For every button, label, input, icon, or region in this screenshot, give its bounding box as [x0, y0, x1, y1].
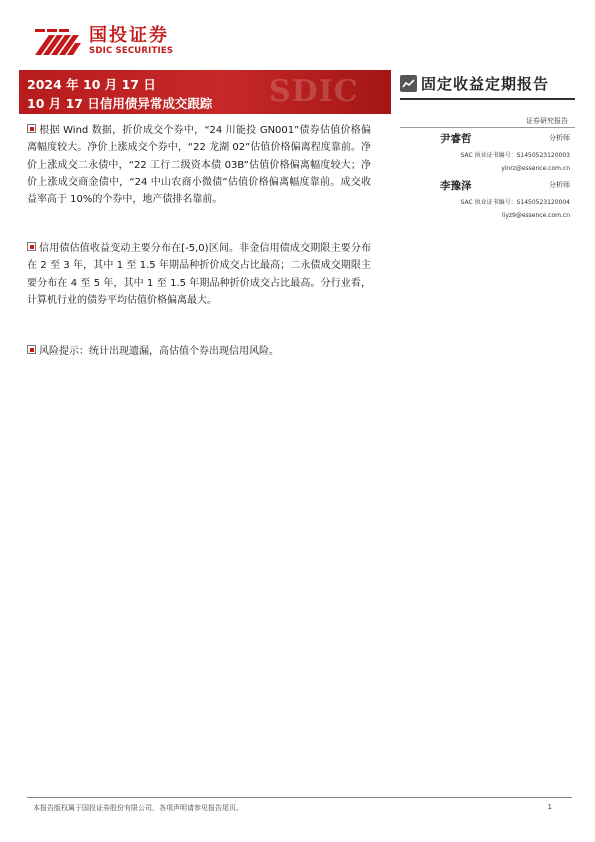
summary-bullet — [27, 122, 371, 208]
analyst-sac-number: SAC 执业证书编号：S1450523120004 — [460, 199, 570, 206]
title-banner — [19, 70, 391, 114]
risk-warning — [27, 343, 371, 360]
logo-english-name: SDIC SECURITIES — [89, 46, 174, 56]
analyst-email[interactable]: yinrz@essence.com.cn — [501, 165, 570, 172]
logo-chinese-name: 国投证券 — [89, 25, 169, 46]
footer-divider — [27, 797, 572, 798]
report-type-header — [400, 73, 549, 94]
bullet-marker-icon — [27, 124, 36, 133]
bullet-marker-icon — [27, 345, 36, 354]
report-title: 10 月 17 日信用债异常成交跟踪 — [27, 96, 213, 111]
divider — [400, 98, 575, 100]
analyst-sac-number: SAC 执业证书编号：S1450523120003 — [460, 152, 570, 159]
analyst-name: 李豫泽 — [440, 180, 472, 192]
footer-disclaimer: 本报告版权属于国投证券股份有限公司，各项声明请参见报告尾页。 — [33, 804, 243, 812]
summary-bullet — [27, 240, 371, 309]
sdic-logo-icon — [33, 27, 83, 57]
bullet-marker-icon — [27, 242, 36, 251]
report-type-label: 固定收益定期报告 — [421, 75, 550, 93]
analyst-role: 分析师 — [549, 181, 570, 189]
page-number: 1 — [547, 803, 552, 811]
bullet-text: 风险提示：统计出现遗漏，高估值个券出现信用风险。 — [39, 346, 279, 357]
line-chart-icon — [400, 75, 417, 92]
divider — [400, 127, 575, 128]
analyst-name: 尹睿哲 — [440, 133, 472, 145]
report-date: 2024 年 10 月 17 日 — [27, 77, 156, 92]
analyst-email[interactable]: liyz9@essence.com.cn — [501, 212, 570, 219]
analyst-role: 分析师 — [549, 134, 570, 142]
banner-watermark: SDIC — [269, 74, 359, 109]
research-report-label: 证券研究报告 — [526, 117, 568, 125]
bullet-text: 信用债估值收益变动主要分布在[-5,0)区间。非金信用债成交期限主要分布在 2 至 3 年，其中 1 至 1.5 年期品种折价成交占比最高；二永债成交期限主要分布在 4 至 5 年，其中 1 至 1.5 年期品种折价成交占比最高。分行业看，计算机行业的债券平均估值价格偏离最大。 — [27, 243, 371, 306]
company-logo — [33, 26, 173, 57]
bullet-text: 根据 Wind 数据，折价成交个券中，“24 川能投 GN001”债券估值价格偏离幅度较大。净价上涨成交个券中，“22 龙湖 02”估值价格偏离程度靠前。净价上涨成交二永债中，“22 工行二级资本债 03B”估值价格偏离幅度较大；净价上涨成交商金债中，“24 中山农商小微债”估值价格偏离幅度靠前。成交收益率高于 10%的个券中，地产债排名靠前。 — [27, 125, 371, 206]
